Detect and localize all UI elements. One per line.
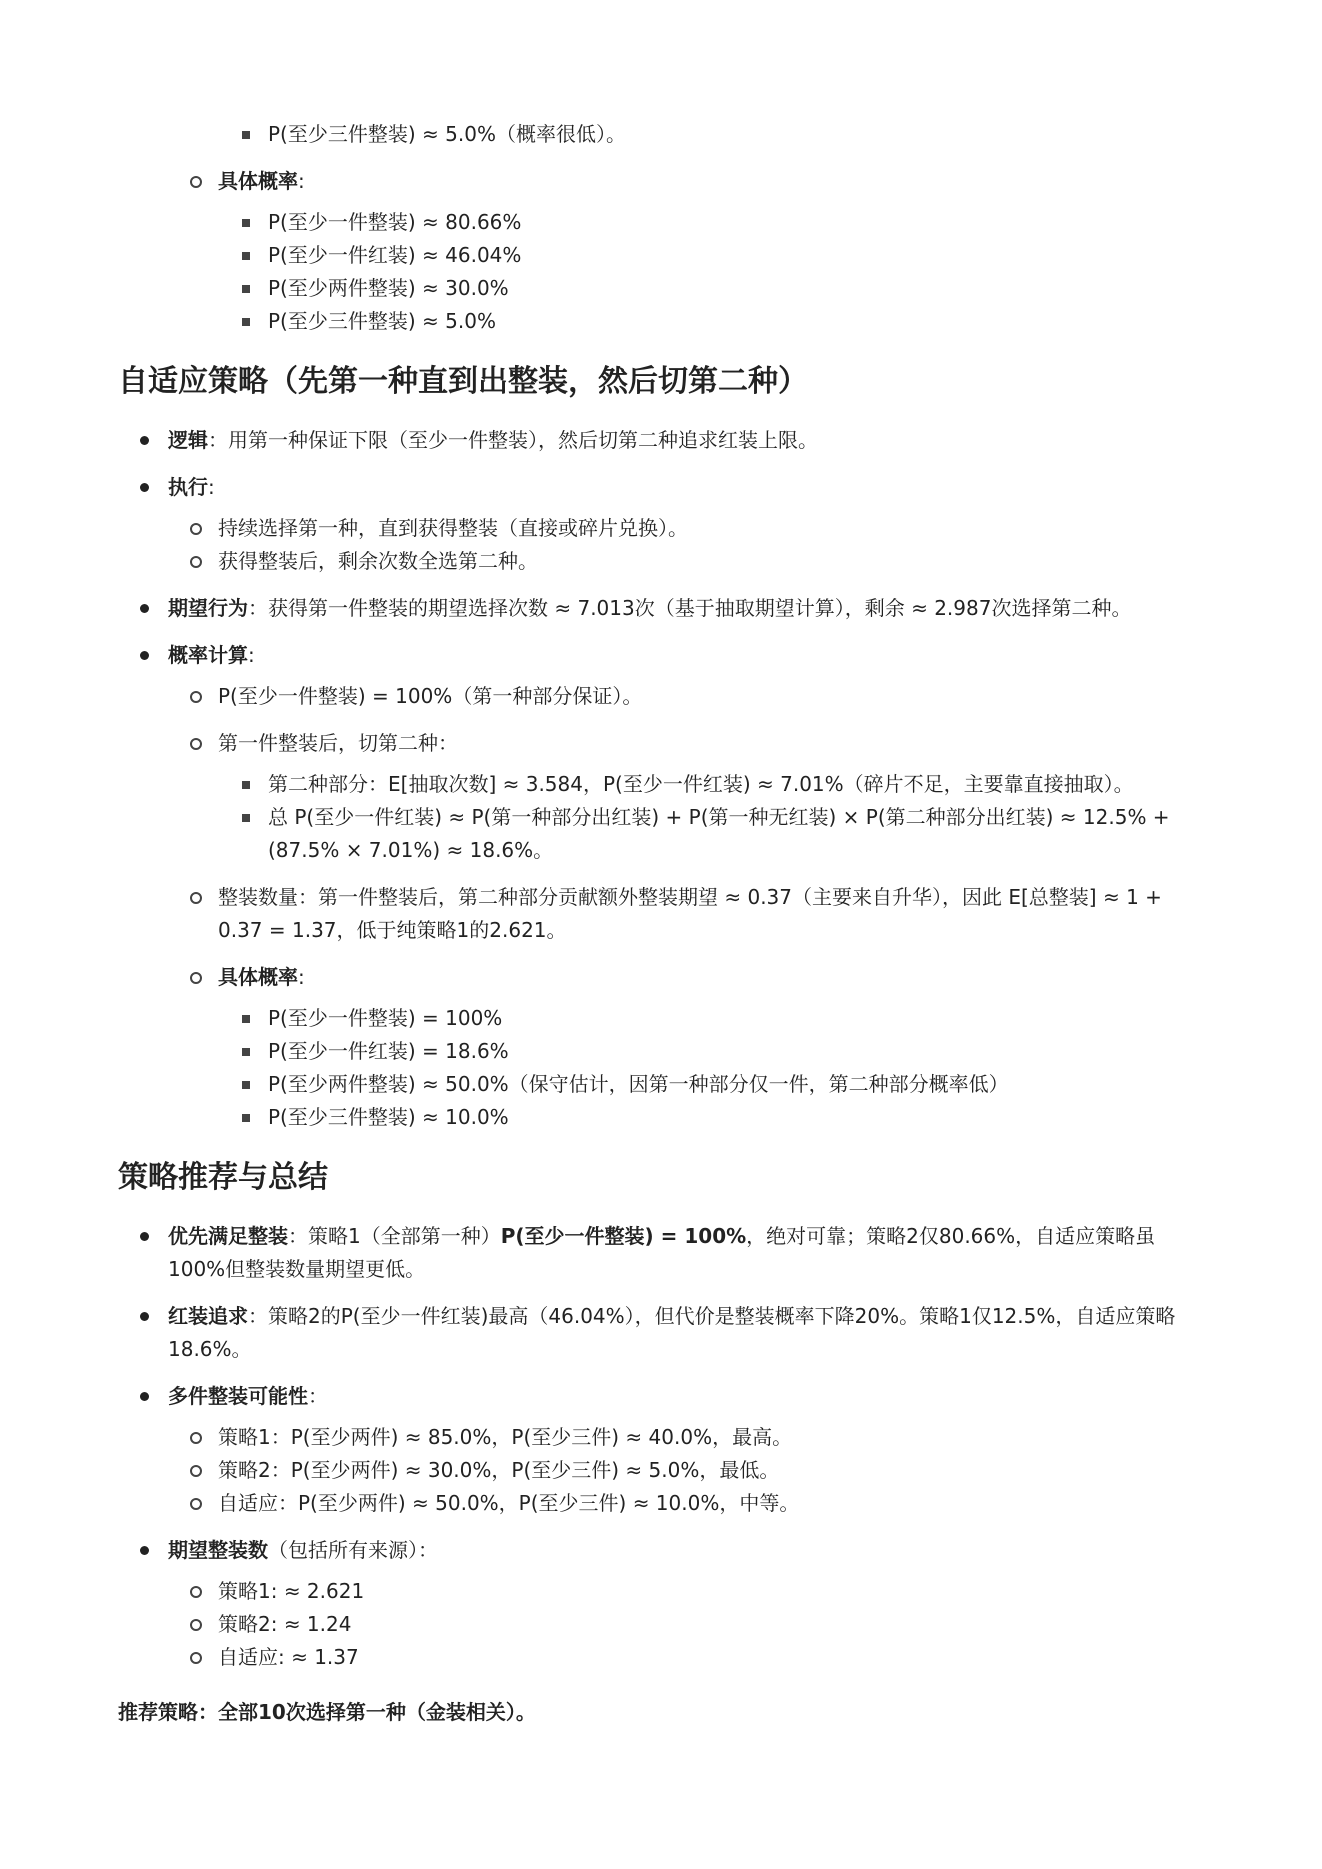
list-item: P(至少一件整装) = 100%（第一种部分保证）。: [218, 680, 1202, 713]
expect-list: [218, 1575, 1202, 1674]
list-item: 总 P(至少一件红装) ≈ P(第一种部分出红装) + P(第一种无红装) × P(第二种部分出红装) ≈ 12.5% + (87.5% × 7.01%) ≈ 18.6%。: [268, 801, 1202, 867]
top-probs-block: [218, 165, 1202, 198]
list-item: P(至少一件红装) ≈ 46.04%: [268, 239, 1202, 272]
list-item: P(至少一件整装) = 100%: [268, 1002, 1202, 1035]
switch-sub-list: [268, 768, 1202, 867]
adaptive-probs-list: [268, 1002, 1202, 1134]
list-item: 多件整装可能性：: [168, 1380, 1202, 1413]
list-item: P(至少三件整装) ≈ 10.0%: [268, 1101, 1202, 1134]
probs-label: 具体概率: [218, 169, 298, 193]
list-item: 优先满足整装：策略1（全部第一种）P(至少一件整装) = 100%，绝对可靠；策略2仅80.66%，自适应策略虽100%但整装数量期望更低。: [168, 1220, 1202, 1286]
list-item: 第二种部分：E[抽取次数] ≈ 3.584，P(至少一件红装) ≈ 7.01%（碎片不足，主要靠直接抽取）。: [268, 768, 1202, 801]
exec-list: [218, 512, 1202, 578]
section-heading-summary: 策略推荐与总结: [118, 1160, 328, 1195]
list-item: 逻辑：用第一种保证下限（至少一件整装），然后切第二种追求红装上限。: [168, 424, 1202, 457]
summary-list-2: [168, 1534, 1202, 1567]
top-probs-list: [268, 206, 1202, 338]
list-item: P(至少三件整装) ≈ 5.0%: [268, 305, 1202, 338]
list-item: 自适应：P(至少两件) ≈ 50.0%，P(至少三件) ≈ 10.0%，中等。: [218, 1487, 1202, 1520]
calc-list-2: [218, 881, 1202, 994]
list-item: 第一件整装后，切第二种：: [218, 727, 1202, 760]
list-item: P(至少三件整装) ≈ 5.0%（概率很低）。: [268, 118, 1202, 151]
final-recommendation: 推荐策略：全部10次选择第一种（金装相关）。: [118, 1700, 536, 1724]
list-item: P(至少一件红装) = 18.6%: [268, 1035, 1202, 1068]
calc-list: [218, 680, 1202, 760]
section-heading-adaptive: 自适应策略（先第一种直到出整装，然后切第二种）: [118, 364, 808, 399]
list-item: 获得整装后，剩余次数全选第二种。: [218, 545, 1202, 578]
top-list: [268, 118, 1202, 151]
multi-list: [218, 1421, 1202, 1520]
list-item: 执行:: [168, 471, 1202, 504]
adaptive-list: [168, 424, 1202, 504]
list-item: 策略1：P(至少两件) ≈ 85.0%，P(至少三件) ≈ 40.0%，最高。: [218, 1421, 1202, 1454]
list-item: 持续选择第一种，直到获得整装（直接或碎片兑换）。: [218, 512, 1202, 545]
adaptive-list-2: [168, 592, 1202, 672]
list-item: 整装数量：第一件整装后，第二种部分贡献额外整装期望 ≈ 0.37（主要来自升华），因此 E[总整装] ≈ 1 + 0.37 = 1.37，低于纯策略1的2.621。: [218, 881, 1202, 947]
list-item: 期望行为：获得第一件整装的期望选择次数 ≈ 7.013次（基于抽取期望计算），剩余 ≈ 2.987次选择第二种。: [168, 592, 1202, 625]
list-item: P(至少一件整装) ≈ 80.66%: [268, 206, 1202, 239]
list-item: 概率计算:: [168, 639, 1202, 672]
list-item: 期望整装数（包括所有来源）：: [168, 1534, 1202, 1567]
list-item: 策略2：P(至少两件) ≈ 30.0%，P(至少三件) ≈ 5.0%，最低。: [218, 1454, 1202, 1487]
list-item: P(至少两件整装) ≈ 50.0%（保守估计，因第一种部分仅一件，第二种部分概率低）: [268, 1068, 1202, 1101]
list-item: P(至少两件整装) ≈ 30.0%: [268, 272, 1202, 305]
list-item: 红装追求：策略2的P(至少一件红装)最高（46.04%），但代价是整装概率下降20%。策略1仅12.5%，自适应策略18.6%。: [168, 1300, 1202, 1366]
list-item: 策略2: ≈ 1.24: [218, 1608, 1202, 1641]
list-item: 具体概率:: [218, 165, 1202, 198]
summary-list: [168, 1220, 1202, 1413]
list-item: 具体概率:: [218, 961, 1202, 994]
list-item: 策略1: ≈ 2.621: [218, 1575, 1202, 1608]
list-item: 自适应: ≈ 1.37: [218, 1641, 1202, 1674]
